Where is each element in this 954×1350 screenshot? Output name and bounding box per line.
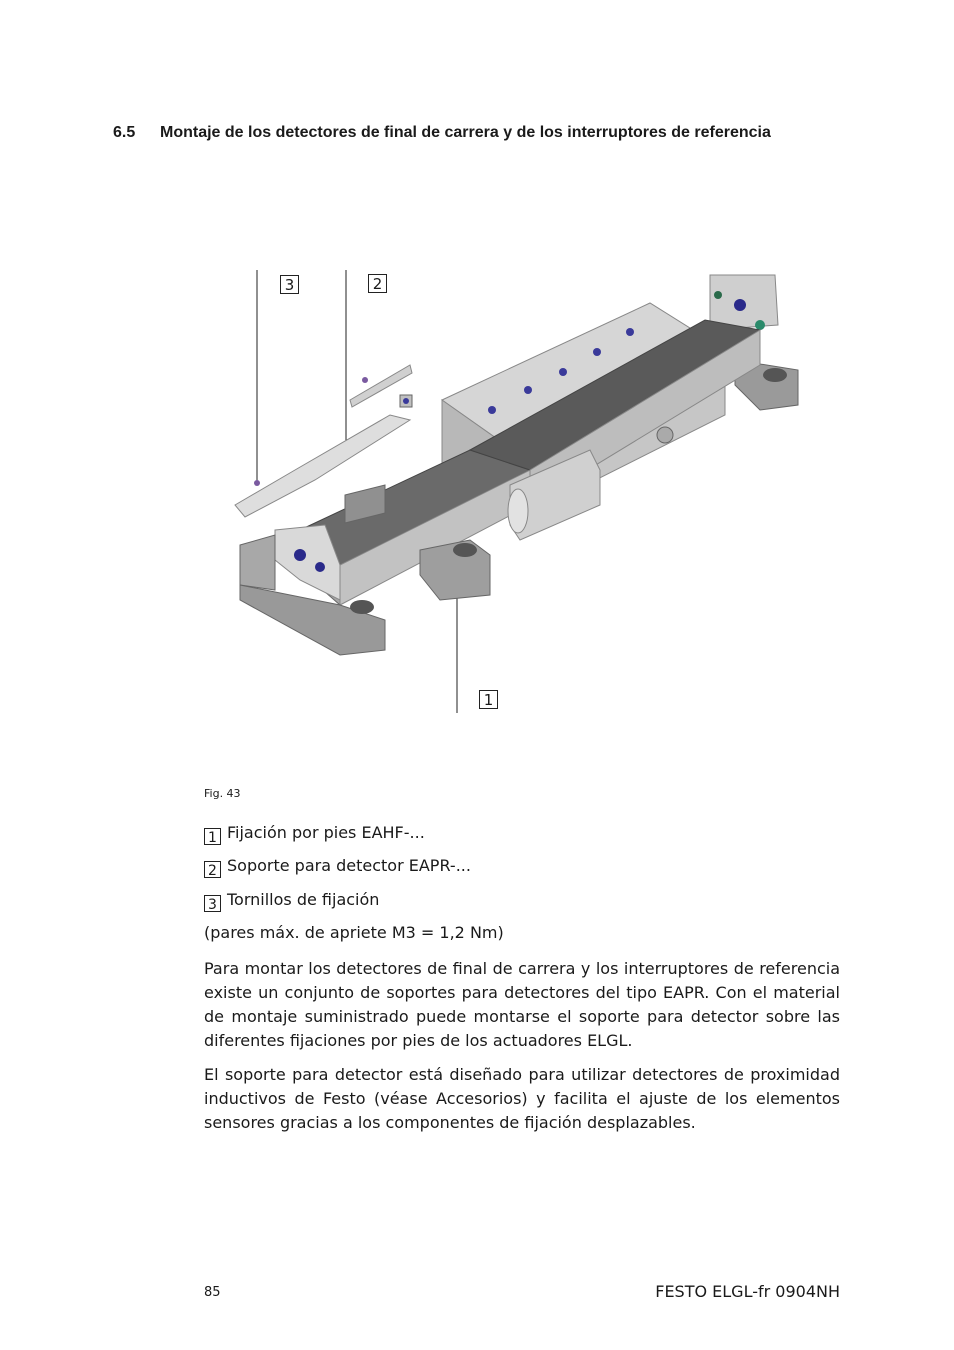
callout-1: 1 <box>479 690 498 709</box>
document-id: FESTO ELGL-fr 0904NH <box>655 1282 840 1301</box>
actuator-assembly-drawing <box>200 255 820 725</box>
legend-item-3 <box>204 890 379 912</box>
legend-number-box: 3 <box>204 895 221 912</box>
legend-number-box: 2 <box>204 861 221 878</box>
legend-item-2 <box>204 856 471 878</box>
callout-2: 2 <box>368 274 387 293</box>
section-heading <box>113 124 771 142</box>
legend-text: Fijación por pies EAHF-... <box>227 823 425 842</box>
section-number: 6.5 <box>113 124 136 141</box>
legend-text: Tornillos de fijación <box>227 890 380 909</box>
section-title: Montaje de los detectores de final de carrera y de los interruptores de referencia <box>160 124 771 141</box>
torque-note: (pares máx. de apriete M3 = 1,2 Nm) <box>204 923 504 942</box>
figure-43-illustration <box>200 255 820 725</box>
figure-caption: Fig. 43 <box>204 787 241 800</box>
page-number: 85 <box>204 1285 221 1300</box>
legend-number-box: 1 <box>204 828 221 845</box>
legend-text: Soporte para detector EAPR-... <box>227 856 471 875</box>
paragraph-2: El soporte para detector está diseñado para utilizar detectores de proximidad inductivos de Festo (véase Accesorios) y facilita el ajuste de los elementos sensores gracias a los componentes de fijación desplazables. <box>204 1065 840 1132</box>
paragraph-1: Para montar los detectores de final de carrera y los interruptores de referencia existe un conjunto de soportes para detectores del tipo EAPR. Con el material de montaje suministrado puede montarse el soporte para detector sobre las diferentes fijaciones por pies de los actuadores ELGL. <box>204 959 840 1050</box>
legend-item-1 <box>204 823 425 845</box>
callout-3: 3 <box>280 275 299 294</box>
